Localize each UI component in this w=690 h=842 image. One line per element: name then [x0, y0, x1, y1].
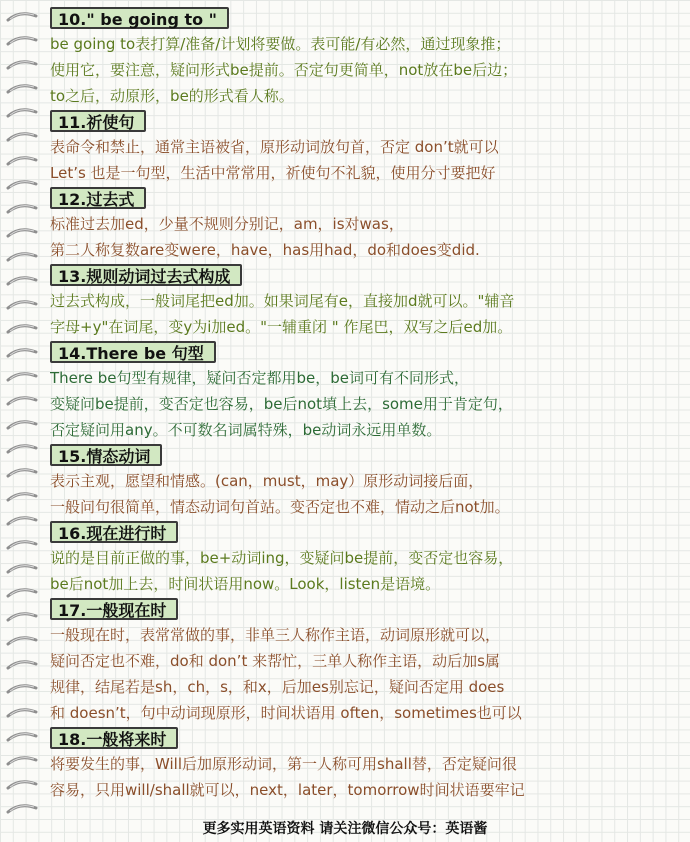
section-modal-verbs: [50, 443, 682, 520]
section-be-going-to: [50, 6, 682, 109]
text-line: Let’s 也是一句型，生活中常常用，祈使句不礼貌，使用分寸要把好: [50, 164, 496, 182]
section-simple-future: [50, 726, 682, 803]
notebook-spiral-binding: [0, 0, 46, 842]
section-title: 17.一般现在时: [50, 598, 178, 620]
text-line: 和 doesn’t，句中动词现原形，时间状语用 often，sometimes也可以: [50, 704, 522, 722]
footer-note: 更多实用英语资料 请关注微信公众号：英语酱: [202, 821, 488, 837]
text-line: 第二人称复数are变were，have，has用had，do和does变did.: [50, 241, 480, 259]
text-line: There be句型有规律，疑问否定都用be，be词可有不同形式，: [50, 369, 469, 387]
text-line: 表示主观，愿望和情感。(can，must，may）原形动词接后面，: [50, 472, 484, 490]
text-line: 疑问否定也不难，do和 don’t 来帮忙，三单人称作主语，动后加s属: [50, 652, 500, 670]
text-line: 使用它，要注意，疑问形式be提前。否定句更简单，not放在be后边；: [50, 61, 518, 79]
section-regular-verb-past: [50, 263, 682, 340]
text-line: 变疑问be提前，变否定也容易，be后not填上去，some用于肯定句，: [50, 395, 513, 413]
text-line: 一般现在时，表常常做的事，非单三人称作主语，动词原形就可以，: [50, 626, 501, 644]
section-title: 10." be going to ": [50, 7, 229, 29]
section-simple-present: [50, 597, 682, 726]
text-line: 标准过去加ed，少量不规则分别记，am，is对was，: [50, 215, 404, 233]
text-line: to之后，动原形，be的形式看人称。: [50, 87, 294, 105]
text-line: 表命令和禁止，通常主语被省，原形动词放句首，否定 don’t就可以: [50, 138, 499, 156]
section-present-continuous: [50, 520, 682, 597]
section-there-be: [50, 340, 682, 443]
section-title: 18.一般将来时: [50, 727, 178, 749]
text-line: 说的是目前正做的事，be+动词ing，变疑问be提前，变否定也容易，: [50, 549, 514, 567]
text-line: 规律，结尾若是sh，ch，s，和x，后加es别忘记，疑问否定用 does: [50, 678, 505, 696]
text-line: 一般问句很简单，情态动词句首站。变否定也不难，情动之后not加。: [50, 498, 510, 516]
section-title: 12.过去式: [50, 187, 146, 209]
text-line: 容易，只用will/shall就可以，next，later，tomorrow时间状语要牢记: [50, 781, 525, 799]
section-title: 11.祈使句: [50, 110, 146, 132]
text-line: be going to表打算/准备/计划将要做。表可能/有必然，通过现象推；: [50, 35, 511, 53]
section-past-tense: [50, 186, 682, 263]
notes-content: [50, 6, 682, 803]
text-line: 否定疑问用any。不可数名词属特殊，be动词永远用单数。: [50, 421, 442, 439]
section-imperative: [50, 109, 682, 186]
section-title: 16.现在进行时: [50, 521, 178, 543]
text-line: 字母+y"在词尾，变y为i加ed。"一辅重闭 " 作尾巴，双写之后ed加。: [50, 318, 513, 336]
text-line: 将要发生的事，Will后加原形动词，第一人称可用shall替，否定疑问很: [50, 755, 517, 773]
section-title: 15.情态动词: [50, 444, 162, 466]
section-title: 13.规则动词过去式构成: [50, 264, 242, 286]
text-line: be后not加上去，时间状语用now。Look，listen是语境。: [50, 575, 441, 593]
text-line: 过去式构成，一般词尾把ed加。如果词尾有e，直接加d就可以。"辅音: [50, 292, 515, 310]
section-title: 14.There be 句型: [50, 341, 216, 363]
